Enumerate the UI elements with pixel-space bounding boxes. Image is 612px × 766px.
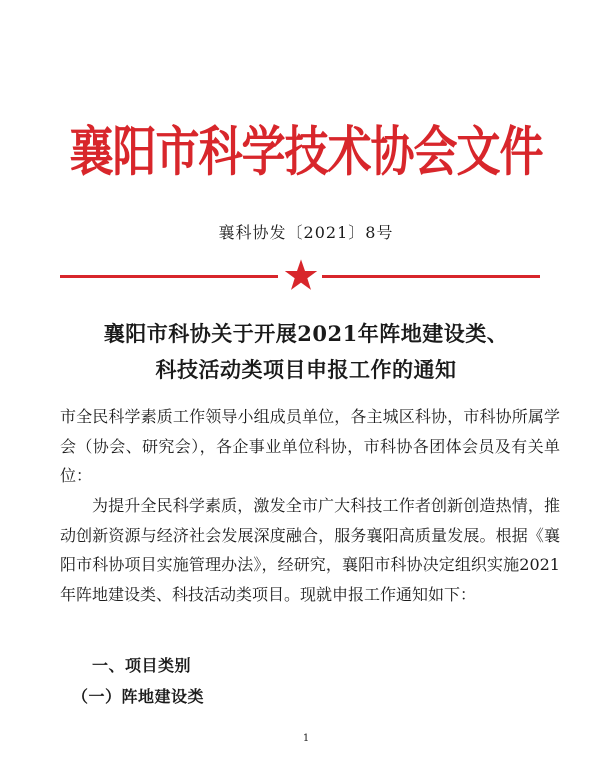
document-number: 襄科协发〔2021〕8号 [218, 223, 394, 242]
subsection-heading: （一）阵地建设类 [72, 687, 205, 706]
notice-title-line-2: 科技活动类项目申报工作的通知 [155, 357, 457, 382]
red-divider-right [322, 275, 540, 278]
notice-title-line-1: 襄阳市科协关于开展2021年阵地建设类、 [103, 321, 509, 346]
red-divider-left [60, 275, 278, 278]
red-star-icon [284, 258, 318, 292]
document-masthead: 襄阳市科学技术协会文件 [69, 121, 543, 184]
page-number: 1 [302, 733, 310, 744]
body-paragraph: 为提升全民科学素质，激发全市广大科技工作者创新创造热情，推动创新资源与经济社会发展深度融合，服务襄阳高质量发展。根据《襄阳市科协项目实施管理办法》，经研究，襄阳市科协决定组织实施2021年阵地建设类、科技活动类项目。现就申报工作通知如下： [60, 496, 560, 604]
addressee-paragraph: 市全民科学素质工作领导小组成员单位，各主城区科协，市科协所属学会（协会、研究会），各企事业单位科协，市科协各团体会员及有关单位： [60, 407, 560, 485]
section-heading: 一、项目类别 [92, 656, 192, 675]
